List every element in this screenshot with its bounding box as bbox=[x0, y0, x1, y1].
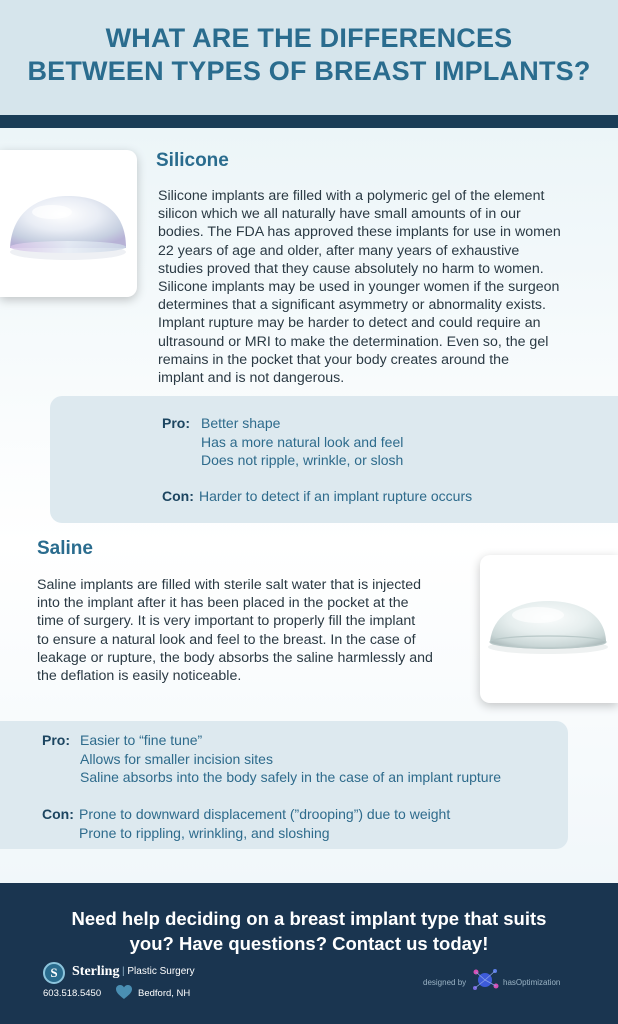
silicone-implant-illustration bbox=[0, 150, 137, 297]
brand-name[interactable]: Sterling bbox=[72, 964, 120, 979]
saline-line: to ensure a natural look and feel to the breast. In the case of bbox=[37, 631, 416, 648]
saline-line: time of surgery. It is very important to properly fill the implant bbox=[37, 613, 416, 630]
heart-icon bbox=[115, 984, 133, 1000]
silicone-pro-label: Pro: bbox=[162, 415, 190, 431]
silicone-line: ultrasound or MRI to make the determination. Even so, the gel bbox=[158, 333, 549, 350]
page-title bbox=[0, 22, 618, 88]
saline-title: Saline bbox=[37, 538, 93, 559]
cta-line-1: Need help deciding on a breast implant type that suits bbox=[71, 908, 547, 929]
saline-implant-illustration bbox=[480, 555, 618, 703]
saline-con-label: Con: bbox=[42, 806, 74, 822]
silicone-line: implant and is not dangerous. bbox=[158, 370, 345, 387]
designed-by-label: designed by bbox=[423, 978, 467, 987]
silicone-pro-item: Does not ripple, wrinkle, or slosh bbox=[201, 452, 404, 468]
silicone-pro-item: Has a more natural look and feel bbox=[201, 433, 404, 450]
call-to-action bbox=[20, 906, 598, 956]
silicone-line: Implant rupture may be harder to detect and could require an bbox=[158, 315, 541, 332]
saline-line: Saline implants are filled with sterile salt water that is injected bbox=[37, 577, 422, 593]
saline-con-item: Prone to rippling, wrinkling, and sloshing bbox=[79, 824, 330, 841]
brand-subtitle: | Plastic Surgery bbox=[122, 966, 195, 977]
agency-logo-icon[interactable] bbox=[470, 966, 500, 994]
agency-name[interactable]: hasOptimization bbox=[503, 978, 561, 987]
location: Bedford, NH bbox=[138, 988, 191, 999]
saline-pro-item: Easier to “fine tune” bbox=[80, 732, 203, 748]
saline-line: the deflation is easily noticeable. bbox=[37, 668, 242, 685]
silicone-line: determines that a significant asymmetry or abnormality exists. bbox=[158, 297, 546, 314]
saline-pro-item: Saline absorbs into the body safely in the case of an implant rupture bbox=[80, 769, 502, 785]
silicone-con-list bbox=[199, 487, 472, 506]
cta-line-2: you? Have questions? Contact us today! bbox=[129, 933, 489, 954]
sterling-logo-icon[interactable]: S bbox=[43, 962, 65, 984]
phone-number[interactable]: 603.518.5450 bbox=[43, 988, 102, 999]
page-title-line-2: BETWEEN TYPES OF BREAST IMPLANTS? bbox=[27, 56, 591, 86]
saline-pro-list bbox=[80, 731, 501, 787]
silicone-implant-image bbox=[0, 150, 137, 297]
silicone-line: Silicone implants may be used in younger women if the surgeon bbox=[158, 279, 560, 296]
silicone-line: bodies. The FDA has approved these implants for use in women bbox=[158, 224, 561, 241]
silicone-line: studies proved that they cause absolutely no harm to women. bbox=[158, 260, 544, 277]
silicone-line: remains in the pocket that your body creates around the bbox=[158, 351, 509, 368]
saline-pro-label: Pro: bbox=[42, 732, 70, 748]
saline-con-item: Prone to downward displacement (”drooping”) due to weight bbox=[79, 806, 451, 822]
saline-pro-item: Allows for smaller incision sites bbox=[80, 750, 273, 767]
page-header bbox=[0, 0, 618, 115]
header-divider-bar bbox=[0, 115, 618, 128]
saline-description bbox=[37, 576, 477, 685]
silicone-pro-list bbox=[201, 414, 403, 470]
silicone-con-item: Harder to detect if an implant rupture occurs bbox=[199, 488, 473, 504]
silicone-title: Silicone bbox=[156, 150, 229, 171]
saline-line: into the implant after it has been placed in the pocket at the bbox=[37, 595, 409, 612]
saline-con-list bbox=[79, 805, 450, 842]
silicone-line: silicon which we all naturally have small amounts of in our bbox=[158, 206, 521, 223]
saline-implant-image bbox=[480, 555, 618, 703]
page-title-line-1: WHAT ARE THE DIFFERENCES bbox=[105, 23, 513, 53]
saline-line: leakage or rupture, the body absorbs the saline harmlessly and bbox=[37, 649, 433, 666]
silicone-line: Silicone implants are filled with a polymeric gel of the element bbox=[158, 188, 545, 204]
silicone-con-label: Con: bbox=[162, 488, 194, 504]
silicone-pro-item: Better shape bbox=[201, 415, 281, 431]
silicone-line: 22 years of age and older, after many years of exhaustive bbox=[158, 242, 520, 259]
silicone-description bbox=[158, 187, 608, 387]
